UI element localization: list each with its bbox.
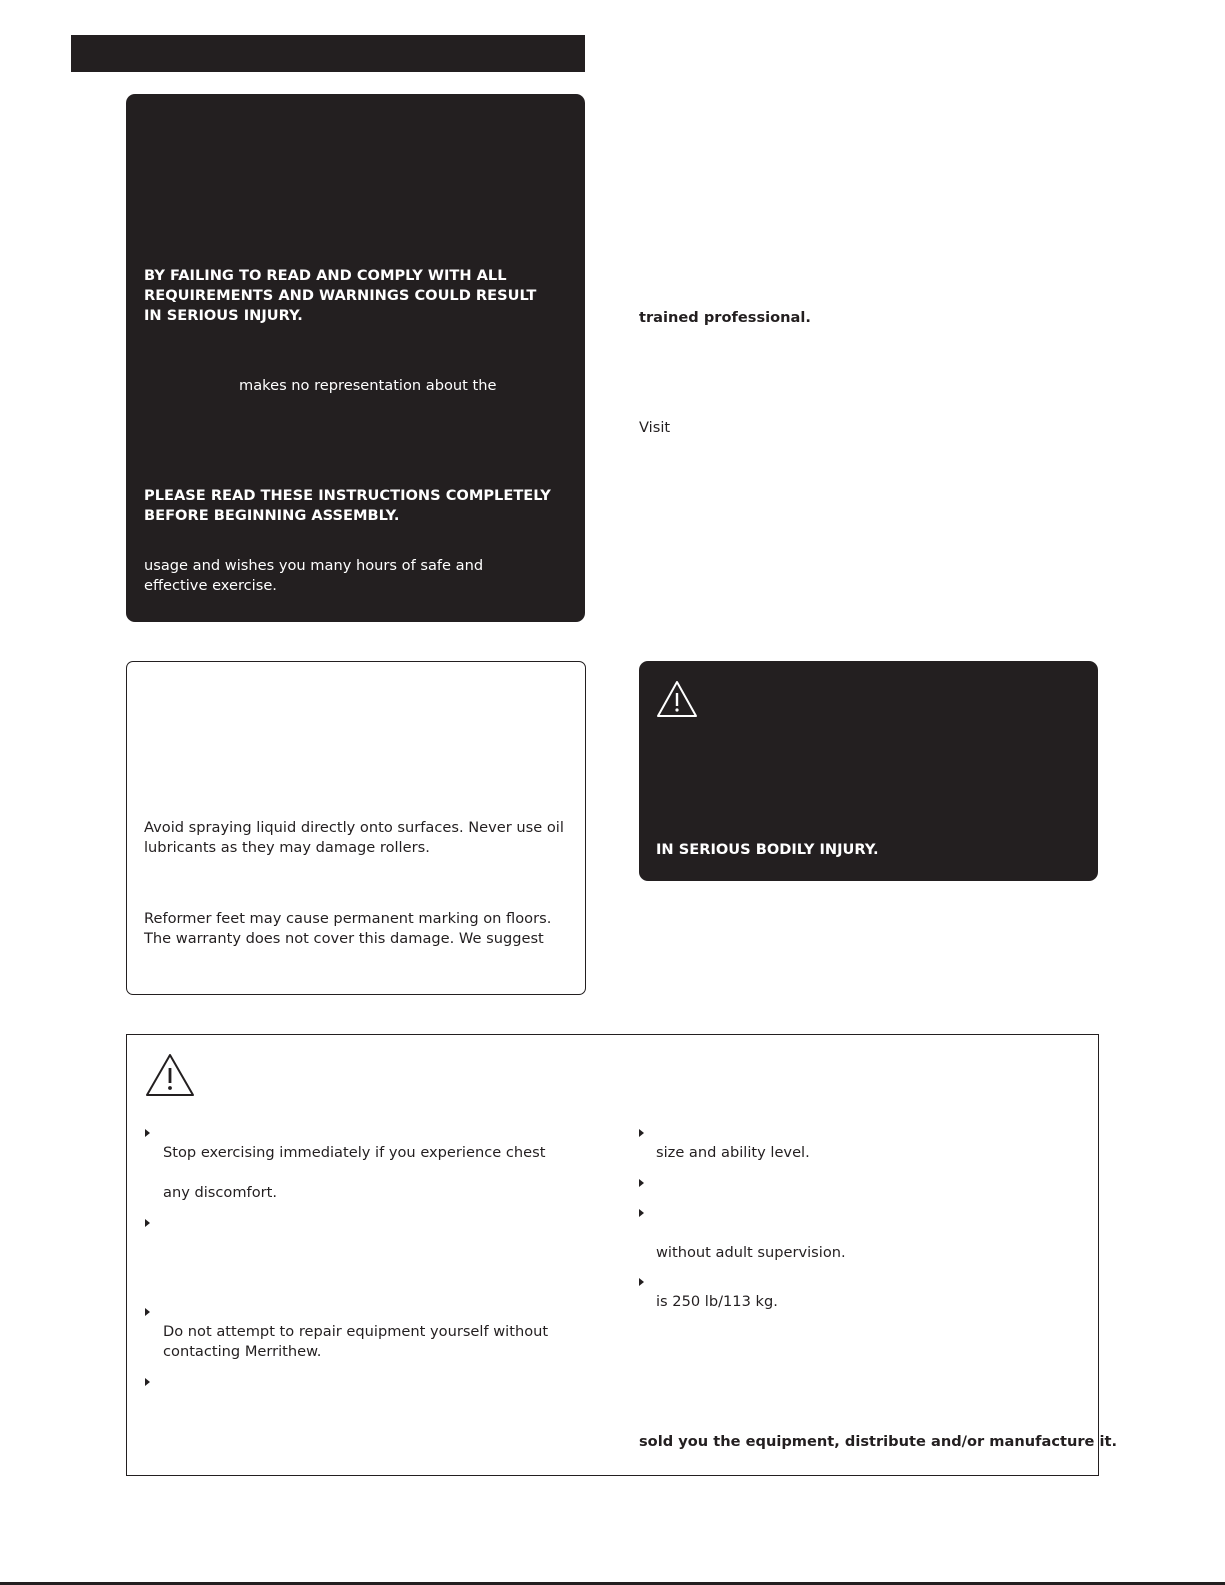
section-header-bar — [71, 35, 585, 72]
safety-right-item-3-line: without adult supervision. — [656, 1244, 846, 1261]
safety-precautions-box — [126, 1034, 1099, 1476]
safety-right-closing-line: sold you the equipment, distribute and/or manufacture it. — [639, 1433, 1118, 1450]
bullet-icon — [145, 1129, 150, 1137]
safety-left-item-3-line-2: contacting Merrithew. — [163, 1343, 322, 1360]
intro-warning-line-3: IN SERIOUS INJURY. — [144, 307, 303, 324]
safety-right-item-1-line: size and ability level. — [656, 1144, 810, 1161]
bullet-icon — [639, 1209, 644, 1217]
warning-triangle-icon — [144, 1052, 196, 1098]
intro-warning-line-2: REQUIREMENTS AND WARNINGS COULD RESULT — [144, 287, 537, 304]
intro-representation-text: makes no representation about the — [239, 377, 497, 394]
bullet-icon — [145, 1308, 150, 1316]
warning-triangle-icon — [655, 679, 699, 719]
bullet-icon — [639, 1129, 644, 1137]
safety-left-item-3-line-1: Do not attempt to repair equipment yourself without — [163, 1323, 549, 1340]
cleaning-line-1: Avoid spraying liquid directly onto surfaces. Never use oil — [144, 819, 564, 836]
floor-line-1: Reformer feet may cause permanent marking on floors. — [144, 910, 552, 927]
cleaning-line-2: lubricants as they may damage rollers. — [144, 839, 430, 856]
bullet-icon — [639, 1179, 644, 1187]
bullet-icon — [639, 1278, 644, 1286]
intro-closing-line-1: usage and wishes you many hours of safe and — [144, 557, 484, 574]
bullet-icon — [145, 1378, 150, 1386]
intro-warning-box — [126, 94, 585, 622]
read-instructions-line-1: PLEASE READ THESE INSTRUCTIONS COMPLETELY — [144, 487, 551, 504]
bullet-icon — [145, 1219, 150, 1227]
read-instructions-line-2: BEFORE BEGINNING ASSEMBLY. — [144, 507, 400, 524]
trained-professional-text: trained professional. — [639, 309, 811, 326]
visit-text: Visit — [639, 419, 671, 436]
intro-closing-line-2: effective exercise. — [144, 577, 277, 594]
safety-left-item-1-line-1: Stop exercising immediately if you experience chest — [163, 1144, 546, 1161]
floor-line-2: The warranty does not cover this damage. We suggest — [144, 930, 544, 947]
safety-right-item-4-line: is 250 lb/113 kg. — [656, 1293, 778, 1310]
safety-left-item-1-line-2: any discomfort. — [163, 1184, 277, 1201]
bodily-injury-text: IN SERIOUS BODILY INJURY. — [656, 841, 879, 858]
intro-warning-line-1: BY FAILING TO READ AND COMPLY WITH ALL — [144, 267, 507, 284]
